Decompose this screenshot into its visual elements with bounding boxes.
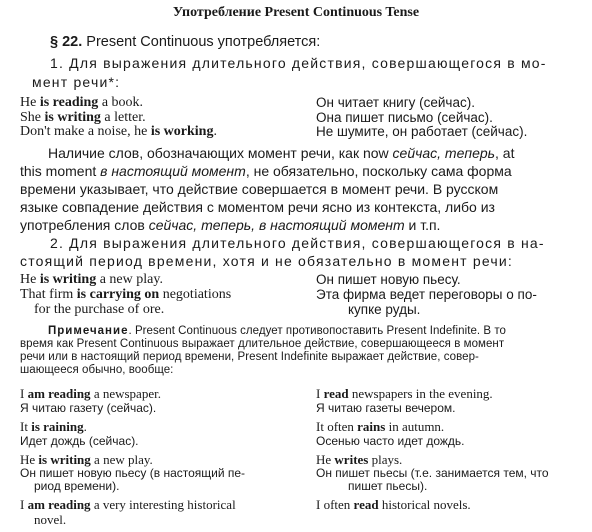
example4-en: He is writing a new play. [20, 272, 163, 287]
note-line2: время как Present Continuous выражает длительное действие, совершающееся в момент [20, 338, 505, 350]
example5-en-cont: for the purchase of ore. [34, 302, 165, 317]
point1-line1: 1. Для выражения длительного действия, совершающегося в мо- [50, 55, 547, 71]
example2-ru: Она пишет письмо (сейчас). [316, 110, 493, 125]
point2-line2: стоящий период времени, хотя и не обязательно в момент речи: [20, 253, 513, 269]
compare-left-4-cont: novel. [34, 512, 67, 527]
paragraph-line4: языке совпадение действия с моментом речи ясно из контекста, либо из [20, 199, 495, 215]
example3-en: Don't make a noise, he is working. [20, 124, 217, 139]
section-heading [50, 34, 320, 50]
example3-ru: Не шумите, он работает (сейчас). [316, 124, 528, 139]
paragraph-line2: this moment в настоящий момент, не обязательно, поскольку сама форма [20, 163, 512, 179]
point2-line1: 2. Для выражения длительного действия, совершающегося в на- [50, 235, 545, 251]
paragraph-line3: времени указывает, что действие совершается в момент речи. В русском [20, 181, 499, 197]
example5-en: That firm is carrying on negotiations [20, 287, 232, 302]
compare-right-3-ru-cont: пишет пьесы). [348, 479, 428, 493]
compare-left-1: I am reading a newspaper. [20, 386, 161, 401]
compare-left-2: It is raining. [20, 419, 87, 434]
example5-ru: Эта фирма ведет переговоры о по- [316, 287, 537, 302]
example5-ru-cont: купке руды. [348, 302, 421, 317]
paragraph-line5: употребления слов сейчас, теперь, в настоящий момент и т.п. [20, 217, 441, 233]
section-number: § 22. [50, 34, 83, 50]
note-line3: речи или в настоящий период времени, Present Indefinite выражает действие, совер- [20, 351, 479, 363]
compare-left-3: He is writing a new play. [20, 452, 153, 467]
paragraph-line1: Наличие слов, обозначающих момент речи, как now сейчас, теперь, at [48, 145, 515, 161]
example1-en: He is reading a book. [20, 95, 144, 110]
note-line1: Примечание. Present Continuous следует противопоставить Present Indefinite. В то [48, 325, 506, 337]
compare-right-2: It often rains in autumn. [316, 419, 445, 434]
compare-left-2-ru: Идет дождь (сейчас). [20, 434, 139, 448]
point1-line2: мент речи*: [32, 74, 121, 90]
example2-en: She is writing a letter. [20, 110, 146, 125]
compare-right-3: He writes plays. [316, 452, 403, 467]
compare-left-3-ru-cont: риод времени). [34, 479, 120, 493]
compare-left-1-ru: Я читаю газету (сейчас). [20, 401, 157, 415]
page-title: Употребление Present Continuous Tense [172, 5, 420, 20]
compare-right-1-ru: Я читаю газеты вечером. [316, 401, 456, 415]
compare-right-3-ru: Он пишет пьесы (т.е. занимается тем, что [316, 466, 549, 480]
example4-ru: Он пишет новую пьесу. [316, 272, 461, 287]
note-line4: шающееся обычно, вообще: [20, 364, 174, 376]
section-intro: Present Continuous употребляется: [86, 34, 321, 50]
compare-left-4: I am reading a very interesting historical [20, 497, 236, 512]
compare-right-1: I read newspapers in the evening. [316, 386, 493, 401]
compare-left-3-ru: Он пишет новую пьесу (в настоящий пе- [20, 466, 246, 480]
example1-ru: Он читает книгу (сейчас). [316, 95, 475, 110]
compare-right-2-ru: Осенью часто идет дождь. [316, 434, 465, 448]
compare-right-4: I often read historical novels. [316, 497, 471, 512]
